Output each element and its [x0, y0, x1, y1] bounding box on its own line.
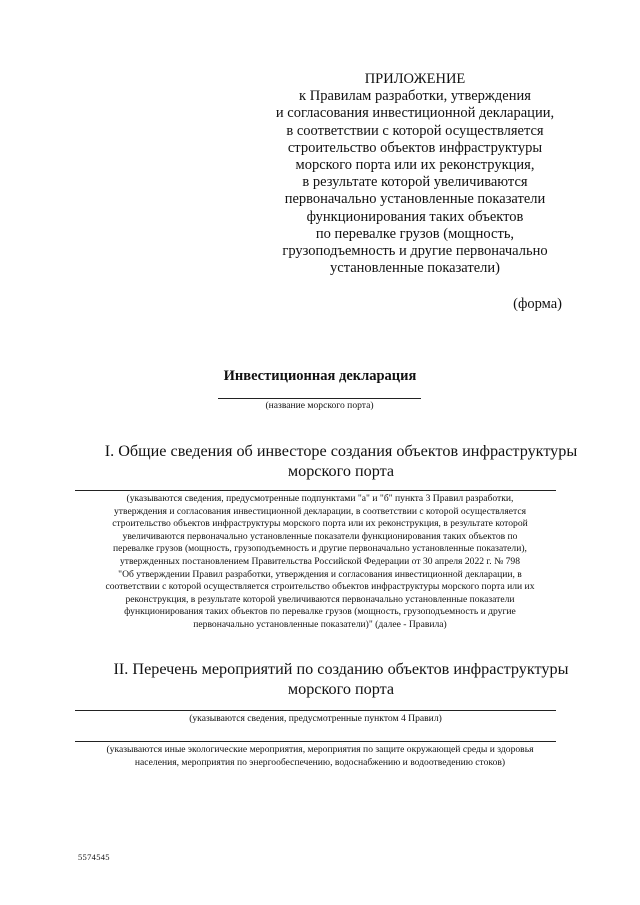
section-2-note-1: (указываются сведения, предусмотренные пунктом 4 Правил)	[189, 713, 442, 724]
document-stamp-number: 5574545	[78, 852, 110, 862]
appendix-line: морского порта или их реконструкция,	[295, 157, 535, 174]
section-2-note-2	[60, 744, 580, 769]
appendix-line: первоначально установленные показатели	[284, 191, 546, 208]
appendix-line: функционирования таких объектов	[306, 208, 524, 225]
section-1-note-line: строительство объектов инфраструктуры морского порта или их реконструкция, в результате которой	[112, 518, 528, 530]
section-2-field-line-2	[75, 741, 556, 742]
form-label: (форма)	[513, 296, 562, 312]
section-1-heading-line: морского порта	[287, 461, 395, 480]
section-1-note-line: функционирования таких объектов по перевалке грузов (мощность, грузоподъемность и другие	[124, 606, 516, 618]
section-1-note-line: перевалке грузов (мощность, грузоподъемность и другие первоначально установленные показатели),	[113, 543, 527, 555]
section-1-heading-line: I. Общие сведения об инвесторе создания объектов инфраструктуры	[104, 442, 578, 460]
appendix-line: к Правилам разработки, утверждения	[299, 88, 531, 105]
section-1-note-line: "Об утверждении Правил разработки, утверждения и согласования инвестиционной декларации, в	[118, 568, 522, 580]
section-1-note-line: (указываются сведения, предусмотренные подпунктами "а" и "б" пункта 3 Правил разработки,	[126, 493, 514, 504]
appendix-line: грузоподъемность и другие первоначально	[282, 243, 548, 260]
appendix-line: и согласования инвестиционной декларации,	[275, 105, 555, 122]
section-2-note-line: населения, мероприятия по энергообеспечению, водоснабжению и водоотведению стоков)	[134, 756, 506, 768]
appendix-line: строительство объектов инфраструктуры	[287, 139, 543, 156]
section-1-note-line: первоначально установленные показатели)" (далее - Правила)	[193, 618, 447, 630]
section-1-heading	[75, 442, 607, 481]
appendix-header	[255, 71, 575, 277]
appendix-line: ПРИЛОЖЕНИЕ	[364, 71, 466, 87]
section-2-heading-line: II. Перечень мероприятий по созданию объектов инфраструктуры	[113, 660, 569, 678]
appendix-line: установленные показатели)	[330, 260, 500, 277]
section-2-heading	[75, 660, 607, 699]
section-1-note-line: утверждения и согласования инвестиционной декларации, в соответствии с которой осуществляется	[114, 505, 526, 517]
section-1-note-line: увеличиваются первоначально установленные показатели функционирования таких объектов по	[122, 530, 518, 542]
section-2-heading-line: морского порта	[287, 679, 395, 698]
section-2-note-line: (указываются иные экологические мероприятия, мероприятия по защите окружающей среды и здоровья	[106, 744, 534, 755]
appendix-line: в результате которой увеличиваются	[302, 174, 528, 191]
document-title: Инвестиционная декларация	[223, 368, 417, 384]
section-1-field-line	[75, 490, 556, 491]
section-1-note-line: утвержденных постановлением Правительства Российской Федерации от 30 апреля 2022 г. № 798	[119, 555, 521, 567]
appendix-line: по перевалке грузов (мощность,	[315, 225, 515, 242]
port-name-field-line	[218, 398, 421, 399]
appendix-line: в соответствии с которой осуществляется	[286, 122, 544, 139]
section-2-field-line-1	[75, 710, 556, 711]
section-1-note-line: реконструкция, в результате которой увеличиваются первоначально установленные показатели	[125, 593, 515, 605]
port-name-caption: (название морского порта)	[265, 400, 374, 411]
section-1-note-line: соответствии с которой осуществляется строительство объектов инфраструктуры морского порта или их	[105, 581, 535, 593]
section-1-note	[60, 493, 580, 632]
